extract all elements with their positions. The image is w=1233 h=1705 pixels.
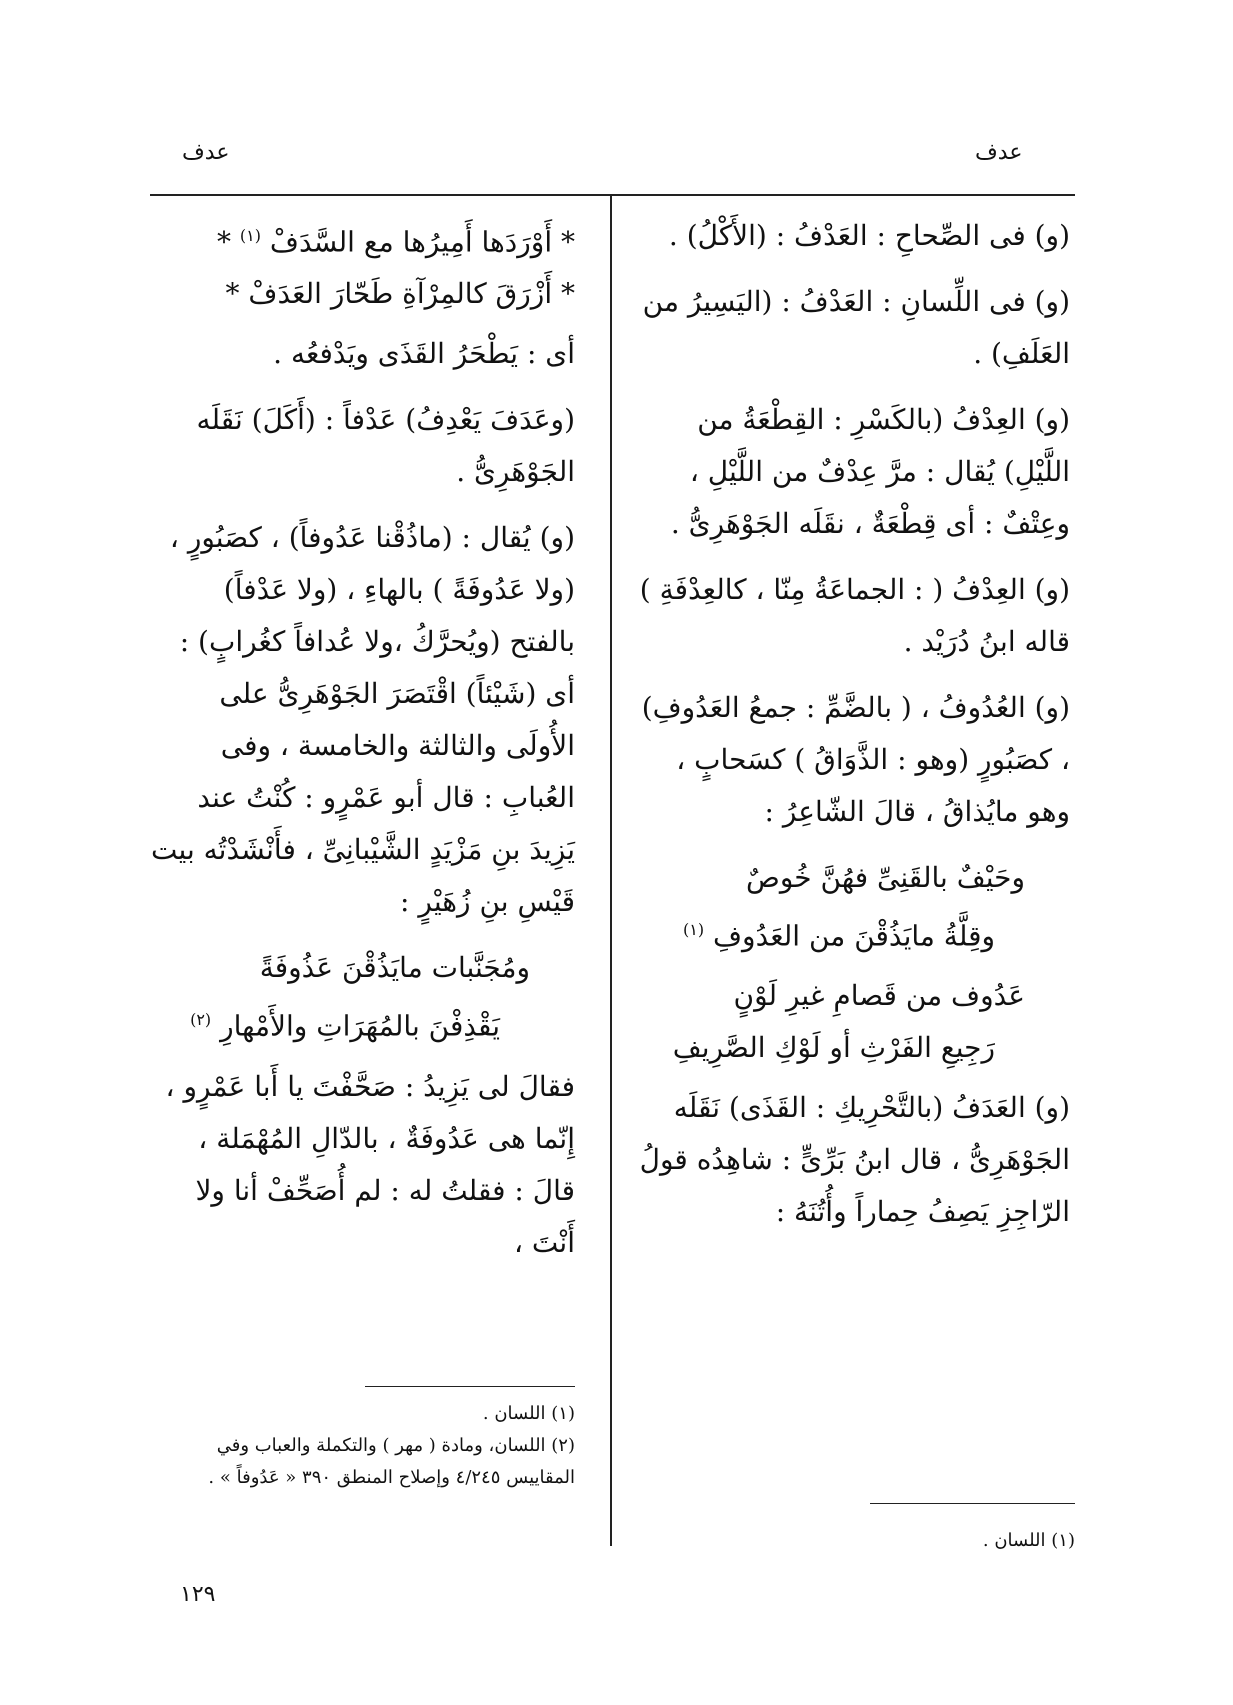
footnote-rule bbox=[365, 1386, 575, 1387]
entry-paragraph: (و) العُدُوفُ ، ( بالضَّمِّ : جمعُ العَدُوفِ) ، كصَبُورٍ (وهو : الذَّوَاقُ ) كسَحابٍ ، وهو مايُذاقُ ، قالَ الشّاعِرُ : bbox=[641, 691, 1070, 828]
verse-text: * أَوْرَدَها أَمِيرُها مع السَّدَفْ bbox=[269, 225, 575, 259]
footnote-marker: (١) bbox=[239, 226, 262, 245]
verse-star: * bbox=[217, 225, 232, 259]
running-head-right: عدف bbox=[975, 140, 1023, 165]
poem-verse bbox=[150, 942, 575, 1052]
verse-hemistich-line bbox=[630, 904, 1025, 962]
entry-paragraph: أى : يَطْحَرُ القَذَى ويَدْفعُه . bbox=[273, 337, 575, 371]
verse-line: * أَزْرَقَ كالمِرْآةِ طَحّارَ العَدَفْ * bbox=[225, 277, 575, 311]
footnote: (١) اللسان . bbox=[482, 1403, 575, 1424]
rajaz-verse bbox=[150, 210, 575, 320]
footnote: (١) اللسان . bbox=[982, 1530, 1075, 1551]
footnotes-left bbox=[145, 1398, 575, 1494]
verse-hemistich: عَدُوف من قَصامِ غيرِ لَوْنٍ bbox=[733, 979, 1025, 1013]
footnote-rule bbox=[870, 1503, 1075, 1504]
entry-paragraph: (و) العَدَفُ (بالتَّحْرِيكِ : القَذَى) نَقَلَه الجَوْهَرِىُّ ، قال ابنُ بَرِّىٍّ : شاهِدُه قولُ الرّاجِزِ يَصِفُ حِماراً وأُتُنَهُ : bbox=[639, 1091, 1070, 1229]
verse-hemistich-line bbox=[150, 994, 530, 1052]
entry-paragraph: (و) يُقال : (ماذُقْنا عَدُوفاً) ، كصَبُورٍ ، (ولا عَدُوفَةً ) بالهاءِ ، (ولا عَدْفاً) بالفتح (ويُحرَّكُ ،ولا عُدافاً كغُرابٍ) : أى (شَيْئاً) اقْتَصَرَ الجَوْهَرِىُّ على الأُولَى والثالثة والخامسة ، وفى العُبابِ : قال أبو عَمْرٍو : كُنْتُ عند يَزِيدَ بنِ مَزْيَدٍ الشَّيْبانِىِّ ، فأَنْشَدْتُه بيت قَيْسِ بنِ زُهَيْرٍ : bbox=[151, 521, 575, 919]
poem-verse bbox=[630, 970, 1070, 1074]
footnote-marker: (١) bbox=[683, 920, 705, 939]
left-column bbox=[150, 210, 575, 1283]
column-divider bbox=[610, 196, 612, 1546]
entry-paragraph: (و) العِدْفُ (بالكَسْرِ : القِطْعَةُ من اللَّيْلِ) يُقال : مرَّ عِدْفٌ من اللَّيْلِ ، وعِتْفٌ : أى قِطْعَةٌ ، نقَلَه الجَوْهَرِىُّ . bbox=[670, 403, 1070, 540]
entry-paragraph: (وعَدَفَ يَعْدِفُ) عَدْفاً : (أَكَلَ) نَقَلَه الجَوْهَرِىُّ . bbox=[196, 403, 575, 489]
verse-hemistich: ومُجَنَّبات مايَذُقْنَ عَذُوفَةً bbox=[259, 951, 530, 985]
entry-paragraph: (و) فى اللِّسانِ : العَدْفُ : (اليَسِيرُ من العَلَفِ) . bbox=[642, 285, 1070, 370]
page-number: ١٢٩ bbox=[180, 1582, 216, 1607]
header-rule bbox=[150, 194, 1075, 196]
verse-line bbox=[150, 210, 575, 268]
running-head-left: عدف bbox=[182, 140, 230, 165]
entry-paragraph: فقالَ لى يَزِيدُ : صَحَّفْتَ يا أَبا عَمْرٍو ، إِنّما هى عَدُوفَةٌ ، بالدّالِ المُهْمَلة ، قالَ : فقلتُ له : لم أُصَحِّفْ أنا ولا أَنْتَ ، bbox=[165, 1069, 575, 1259]
right-column bbox=[630, 210, 1070, 1252]
entry-paragraph: (و) العِدْفُ ( : الجماعَةُ مِنّا ، كالعِدْفَةِ ) قاله ابنُ دُرَيْد . bbox=[639, 573, 1070, 658]
verse-hemistich: يَقْذِفْنَ بالمُهَرَاتِ والأَمْهارِ bbox=[220, 1009, 500, 1043]
verse-hemistich: وحَيْفٌ بالقَنِىِّ فهُنَّ خُوصٌ bbox=[745, 861, 1025, 894]
footnote: (٢) اللسان، ومادة ( مهر ) والتكملة والعباب وفي المقاييس ٤/٢٤٥ وإصلاح المنطق ٣٩٠ « عَدُوفاً » . bbox=[208, 1435, 575, 1488]
verse-hemistich: رَجِيعِ الفَرْثِ أو لَوْكِ الصَّرِيفِ bbox=[672, 1031, 995, 1065]
verse-hemistich: وقِلَّةُ مايَذُقْنَ من العَدُوفِ bbox=[713, 919, 995, 953]
poem-verse bbox=[630, 852, 1070, 962]
footnote-marker: (٢) bbox=[190, 1010, 212, 1030]
entry-paragraph: (و) فى الصِّحاحِ : العَدْفُ : (الأَكْلُ) . bbox=[668, 219, 1070, 252]
footnotes-right bbox=[870, 1525, 1075, 1557]
